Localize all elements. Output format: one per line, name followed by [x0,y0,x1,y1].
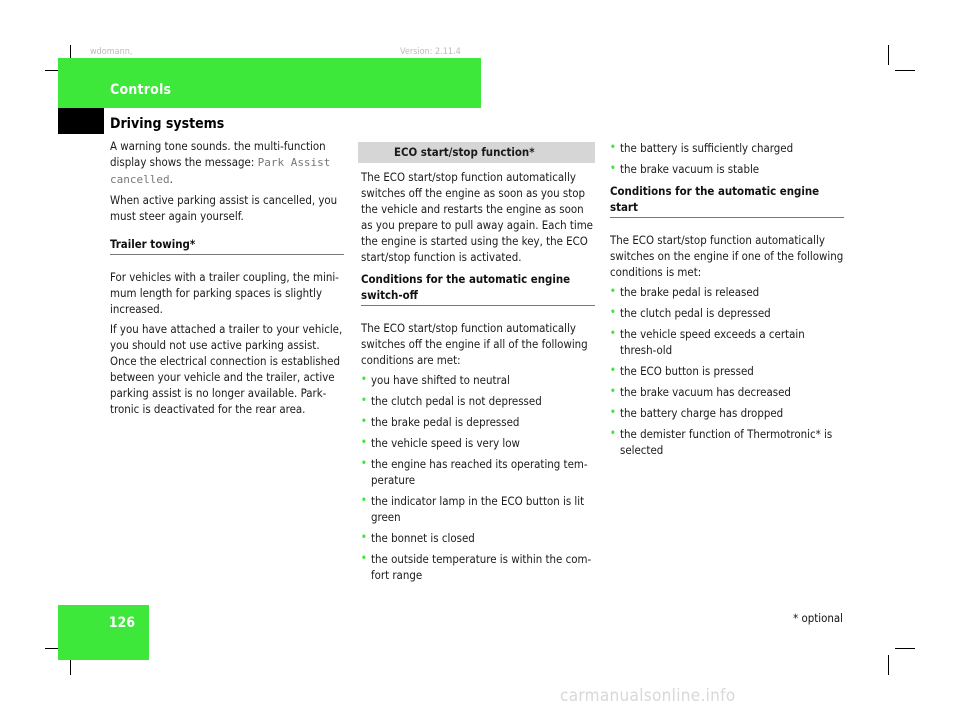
bullet-icon: • [610,163,616,174]
page-number: 126 [108,615,135,631]
bullet-icon: • [610,307,616,318]
bullet-icon: • [361,374,367,385]
list-item: • the bonnet is closed [361,531,475,545]
bullet-icon: • [361,458,367,469]
list-item: • the demister function of Thermotronic* is selected [610,427,833,457]
list-item: • the vehicle speed exceeds a certain thresh-old [610,327,805,357]
list-item: • the battery charge has dropped [610,406,784,420]
list-item: • the engine has reached its operating tem-perature [361,457,588,487]
crop-mark [888,655,889,675]
column-2 [361,142,595,588]
subsection-marker [58,108,104,134]
heading-trailer-towing: Trailer towing* [110,236,344,255]
heading-conditions-engine-start: Conditions for the automatic engine start [610,183,844,218]
page-number-box [58,605,149,660]
print-meta-left: wdomann, [90,47,133,57]
display-message: Park Assist cancelled [110,156,331,186]
bullet-icon: • [610,142,616,153]
paragraph [110,138,344,188]
crop-mark [895,70,915,71]
bullet-icon: • [610,286,616,297]
bullet-icon: • [361,395,367,406]
list-item: • the brake pedal is depressed [361,415,520,429]
paragraph: The ECO start/stop function automatically switches on the engine if one of the following conditions is met: [610,233,844,279]
bullet-icon: • [610,428,616,439]
text: . [169,172,173,186]
list-item: • the clutch pedal is not depressed [361,394,542,408]
list-item: • the brake vacuum is stable [610,162,760,176]
watermark: carmanualsonline.info [560,686,736,706]
paragraph: If you have attached a trailer to your vehicle, you should not use active parking assist. Once the electrical connection is established between your vehicle and the trailer, active parking assist is no longer available. Park-tronic is deactivated for the rear area. [110,322,343,416]
text: A warning tone sounds. the multi-function display shows the message: [110,139,326,169]
engine-start-conditions-list [610,284,844,458]
switch-off-conditions-list-continued [610,140,844,177]
switch-off-conditions-list [361,372,595,583]
bullet-icon: • [610,386,616,397]
heading-eco-start-stop: ECO start/stop function* [358,142,595,163]
list-item: • the clutch pedal is depressed [610,306,771,320]
paragraph: The ECO start/stop function automatically switches off the engine if all of the following conditions are met: [361,321,588,367]
paragraph: The ECO start/stop function automatically switches off the engine as soon as you stop the vehicle and restarts the engine as soon as you prepare to pull away again. Each time the engine is started using the key, the ECO start/stop function is activated. [361,170,593,264]
section-title: Controls [110,82,172,98]
paragraph: When active parking assist is cancelled, you must steer again yourself. [110,193,338,223]
list-item: • the brake pedal is released [610,285,760,299]
bullet-icon: • [361,553,367,564]
list-item: • the outside temperature is within the com-fort range [361,552,592,582]
column-3 [610,140,844,463]
bullet-icon: • [610,328,616,339]
list-item: • the brake vacuum has decreased [610,385,791,399]
subsection-title: Driving systems [110,116,225,132]
bullet-icon: • [610,365,616,376]
list-item: • the vehicle speed is very low [361,436,520,450]
bullet-icon: • [361,495,367,506]
print-meta-right: Version: 2.11.4 [400,47,461,57]
bullet-icon: • [361,416,367,427]
crop-mark [888,45,889,65]
optional-footnote: * optional [793,611,843,625]
bullet-icon: • [361,437,367,448]
crop-mark [895,648,915,649]
list-item: • the indicator lamp in the ECO button is lit green [361,494,585,524]
bullet-icon: • [610,407,616,418]
column-1 [110,138,344,421]
heading-conditions-switch-off: Conditions for the automatic engine switch-off [361,271,595,306]
bullet-icon: • [361,532,367,543]
paragraph: For vehicles with a trailer coupling, the mini-mum length for parking spaces is slightly increased. [110,270,339,316]
list-item: • you have shifted to neutral [361,373,510,387]
list-item: • the ECO button is pressed [610,364,754,378]
list-item: • the battery is sufficiently charged [610,141,794,155]
